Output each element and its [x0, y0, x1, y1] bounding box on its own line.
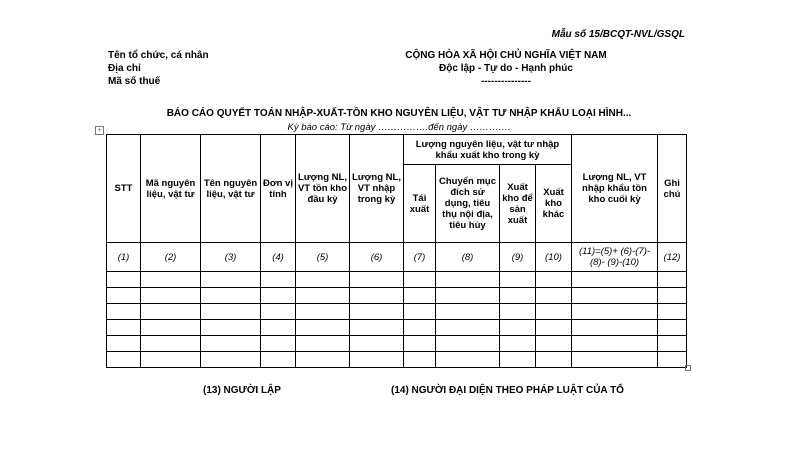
table-cell[interactable]: [536, 336, 572, 352]
country-name: CỘNG HÒA XÃ HỘI CHỦ NGHĨA VIỆT NAM: [405, 50, 607, 61]
report-period: Kỳ báo cáo: Từ ngày …………….đến ngày ………….: [287, 122, 511, 133]
table-cell[interactable]: [500, 304, 536, 320]
report-title: BÁO CÁO QUYẾT TOÁN NHẬP-XUẤT-TỒN KHO NGUYÊN LIỆU, VẬT TƯ NHẬP KHẨU LOẠI HÌNH...: [166, 108, 632, 119]
table-cell[interactable]: [500, 336, 536, 352]
table-cell[interactable]: [201, 336, 261, 352]
header-stt: STT: [107, 135, 141, 243]
organization-block: [108, 49, 209, 88]
table-cell[interactable]: [261, 272, 296, 288]
table-cell[interactable]: [350, 304, 404, 320]
table-cell[interactable]: [141, 320, 201, 336]
table-cell[interactable]: [572, 320, 658, 336]
table-cell[interactable]: [107, 288, 141, 304]
table-cell[interactable]: [436, 352, 500, 368]
index-cell: (10): [536, 243, 572, 272]
table-cell[interactable]: [296, 272, 350, 288]
index-cell: (3): [201, 243, 261, 272]
table-cell[interactable]: [436, 272, 500, 288]
table-cell[interactable]: [658, 320, 687, 336]
table-cell[interactable]: [350, 336, 404, 352]
table-row: [107, 304, 687, 320]
header-production: Xuất kho để sản xuất: [500, 165, 536, 243]
header-purpose-change: Chuyển mục đích sử dụng, tiêu thụ nội địa, tiêu hủy: [436, 165, 500, 243]
table-cell[interactable]: [536, 272, 572, 288]
table-cell[interactable]: [436, 304, 500, 320]
table-cell[interactable]: [141, 352, 201, 368]
table-cell[interactable]: [404, 288, 436, 304]
index-cell: (8): [436, 243, 500, 272]
table-cell[interactable]: [658, 288, 687, 304]
header-name: Tên nguyên liệu, vật tư: [201, 135, 261, 243]
header-note: Ghi chú: [658, 135, 687, 243]
org-name-label: Tên tổ chức, cá nhân: [108, 50, 209, 61]
national-header: [398, 49, 614, 88]
index-cell: (11)=(5)+ (6)-(7)-(8)- (9)-(10): [572, 243, 658, 272]
table-cell[interactable]: [350, 352, 404, 368]
table-cell[interactable]: [350, 288, 404, 304]
table-row: [107, 336, 687, 352]
table-cell[interactable]: [572, 352, 658, 368]
header-separator: ---------------: [481, 76, 531, 87]
table-row: [107, 320, 687, 336]
table-cell[interactable]: [536, 320, 572, 336]
table-cell[interactable]: [572, 336, 658, 352]
table-cell[interactable]: [572, 288, 658, 304]
table-cell[interactable]: [107, 352, 141, 368]
table-cell[interactable]: [201, 272, 261, 288]
table-cell[interactable]: [436, 336, 500, 352]
table-row: [107, 352, 687, 368]
table-cell[interactable]: [107, 320, 141, 336]
table-cell[interactable]: [296, 352, 350, 368]
header-other: Xuất kho khác: [536, 165, 572, 243]
table-cell[interactable]: [658, 352, 687, 368]
table-cell[interactable]: [296, 288, 350, 304]
table-cell[interactable]: [296, 336, 350, 352]
table-row: [107, 272, 687, 288]
header-closing: Lượng NL, VT nhập khẩu tồn kho cuối kỳ: [572, 135, 658, 243]
table-cell[interactable]: [107, 272, 141, 288]
preparer-signature: (13) NGƯỜI LẬP: [203, 385, 281, 396]
index-cell: (9): [500, 243, 536, 272]
index-cell: (7): [404, 243, 436, 272]
table-cell[interactable]: [201, 320, 261, 336]
table-cell[interactable]: [404, 320, 436, 336]
table-cell[interactable]: [658, 304, 687, 320]
table-resize-handle-icon[interactable]: [685, 365, 691, 371]
table-cell[interactable]: [500, 320, 536, 336]
form-number: Mẫu số 15/BCQT-NVL/GSQL: [551, 29, 685, 40]
table-cell[interactable]: [141, 336, 201, 352]
table-cell[interactable]: [436, 320, 500, 336]
table-cell[interactable]: [536, 304, 572, 320]
table-cell[interactable]: [141, 272, 201, 288]
table-cell[interactable]: [261, 304, 296, 320]
table-cell[interactable]: [404, 304, 436, 320]
table-move-handle-icon[interactable]: +: [95, 126, 104, 135]
table-cell[interactable]: [500, 272, 536, 288]
table-cell[interactable]: [141, 304, 201, 320]
header-unit: Đơn vị tính: [261, 135, 296, 243]
report-table: [106, 134, 687, 368]
table-cell[interactable]: [296, 320, 350, 336]
table-cell[interactable]: [261, 288, 296, 304]
table-cell[interactable]: [500, 288, 536, 304]
table-cell[interactable]: [404, 352, 436, 368]
header-code: Mã nguyên liệu, vật tư: [141, 135, 201, 243]
index-cell: (2): [141, 243, 201, 272]
index-cell: (12): [658, 243, 687, 272]
table-cell[interactable]: [658, 272, 687, 288]
motto: Độc lập - Tự do - Hạnh phúc: [439, 63, 573, 74]
table-cell[interactable]: [107, 336, 141, 352]
header-group-export: Lượng nguyên liệu, vật tư nhập khẩu xuất kho trong kỳ: [404, 135, 572, 165]
table-cell[interactable]: [141, 288, 201, 304]
table-cell[interactable]: [296, 304, 350, 320]
table-cell[interactable]: [201, 352, 261, 368]
index-cell: (4): [261, 243, 296, 272]
legal-rep-signature: (14) NGƯỜI ĐẠI DIỆN THEO PHÁP LUẬT CỦA TỔ: [391, 385, 624, 396]
table-cell[interactable]: [107, 304, 141, 320]
table-cell[interactable]: [261, 352, 296, 368]
org-tax-code-label: Mã số thuế: [108, 76, 161, 87]
column-index-row: [107, 243, 687, 272]
table-cell[interactable]: [658, 336, 687, 352]
table-cell[interactable]: [572, 304, 658, 320]
header-imported: Lượng NL, VT nhập trong kỳ: [350, 135, 404, 243]
table-row: [107, 288, 687, 304]
index-cell: (6): [350, 243, 404, 272]
table-cell[interactable]: [404, 272, 436, 288]
org-address-label: Địa chỉ: [108, 63, 141, 74]
table-cell[interactable]: [404, 336, 436, 352]
table-cell[interactable]: [536, 288, 572, 304]
table-cell[interactable]: [500, 352, 536, 368]
header-opening: Lượng NL, VT tồn kho đầu kỳ: [296, 135, 350, 243]
table-cell[interactable]: [201, 288, 261, 304]
header-reexport: Tái xuất: [404, 165, 436, 243]
table-cell[interactable]: [350, 272, 404, 288]
table-cell[interactable]: [436, 288, 500, 304]
table-cell[interactable]: [572, 272, 658, 288]
table-cell[interactable]: [536, 352, 572, 368]
index-cell: (5): [296, 243, 350, 272]
table-cell[interactable]: [261, 320, 296, 336]
index-cell: (1): [107, 243, 141, 272]
table-cell[interactable]: [201, 304, 261, 320]
table-cell[interactable]: [350, 320, 404, 336]
table-cell[interactable]: [261, 336, 296, 352]
